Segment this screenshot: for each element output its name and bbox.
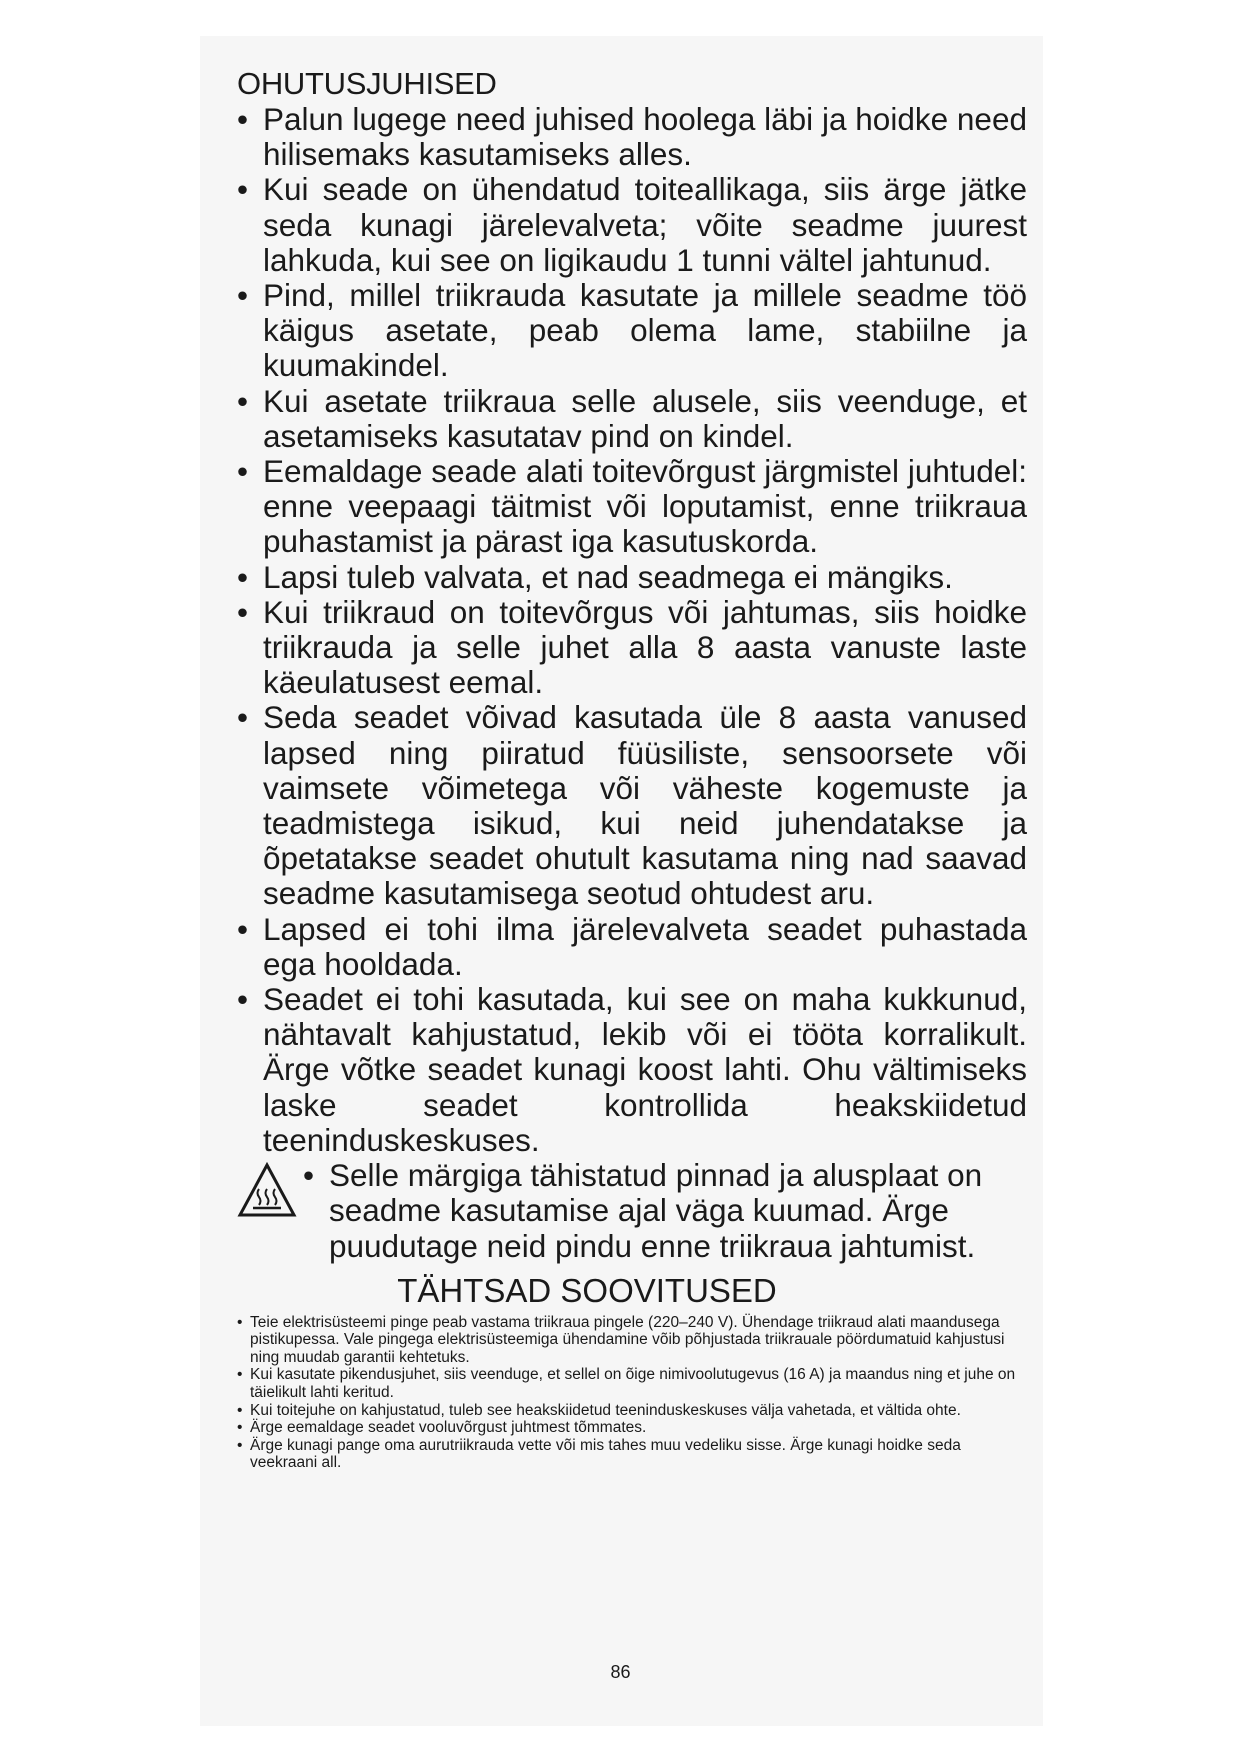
page-content [237, 66, 1027, 1472]
recommendation-item: • Teie elektrisüsteemi pinge peab vastama triikraua pingele (220–240 V). Ühendage triikraud alati maandusega pistikupessa. Vale pingega elektrisüsteemiga ühendamine võib põhjustada triikrauale pöördumatuid kahjustusi ning muudab garantii kehtetuks. [237, 1314, 1027, 1367]
safety-item: • Lapsed ei tohi ilma järelevalveta seadet puhastada ega hooldada. [237, 912, 1027, 982]
safety-item: • Lapsi tuleb valvata, et nad seadmega ei mängiks. [237, 560, 1027, 595]
recommendation-item: • Kui toitejuhe on kahjustatud, tuleb see heakskiidetud teeninduskeskuses välja vahetada, et vältida ohte. [237, 1402, 1027, 1420]
recommendation-item: • Ärge eemaldage seadet vooluvõrgust juhtmest tõmmates. [237, 1419, 1027, 1437]
recommendation-item: • Kui kasutate pikendusjuhet, siis veenduge, et sellel on õige nimivoolutugevus (16 A) ja maandus ning et juhe on täielikult lahti keritud. [237, 1366, 1027, 1401]
recommendations-title: TÄHTSAD SOOVITUSED [397, 1271, 777, 1309]
hot-surface-warning [237, 1158, 1027, 1264]
safety-item: • Palun lugege need juhised hoolega läbi ja hoidke need hilisemaks kasutamiseks alles. [237, 102, 1027, 172]
safety-item: • Kui asetate triikraua selle alusele, siis veenduge, et asetamiseks kasutatav pind on kindel. [237, 384, 1027, 454]
safety-list [237, 102, 1027, 1158]
safety-item: • Seadet ei tohi kasutada, kui see on maha kukkunud, nähtavalt kahjustatud, lekib või ei tööta korralikult. Ärge võtke seadet kunagi koost lahti. Ohu vältimiseks laske seadet kontrollida heakskiidetud teeninduskeskuses. [237, 982, 1027, 1158]
hot-surface-warning-text: • Selle märgiga tähistatud pinnad ja alusplaat on seadme kasutamise ajal väga kuumad. Ärge puudutage neid pindu enne triikraua jahtumist. [303, 1158, 1027, 1264]
safety-item: • Eemaldage seade alati toitevõrgust järgmistel juhtudel: enne veepaagi täitmist või loputamist, enne triikraua puhastamist ja pärast iga kasutuskorda. [237, 454, 1027, 560]
recommendation-item: • Ärge kunagi pange oma aurutriikrauda vette või mis tahes muu vedeliku sisse. Ärge kunagi hoidke seda veekraani all. [237, 1437, 1027, 1472]
page-number: 86 [610, 1662, 631, 1682]
safety-item: • Seda seadet võivad kasutada üle 8 aasta vanused lapsed ning piiratud füüsiliste, sensoorsete või vaimsete võimetega või väheste kogemuste ja teadmistega isikud, kui neid juhendatakse ja õpetatakse seadet ohutult kasutama ning nad saavad seadme kasutamisega seotud ohtudest aru. [237, 700, 1027, 911]
hot-surface-warning-icon [237, 1162, 297, 1218]
safety-item: • Kui triikraud on toitevõrgus või jahtumas, siis hoidke triikrauda ja selle juhet alla 8 aasta vanuste laste käeulatusest eemal. [237, 595, 1027, 701]
recommendations-list [237, 1314, 1027, 1472]
safety-item: • Pind, millel triikrauda kasutate ja millele seadme töö käigus asetate, peab olema lame, stabiilne ja kuumakindel. [237, 278, 1027, 384]
safety-title: OHUTUSJUHISED [237, 66, 497, 101]
safety-item: • Kui seade on ühendatud toiteallikaga, siis ärge jätke seda kunagi järelevalveta; võite seadme juurest lahkuda, kui see on ligikaudu 1 tunni vältel jahtunud. [237, 172, 1027, 278]
